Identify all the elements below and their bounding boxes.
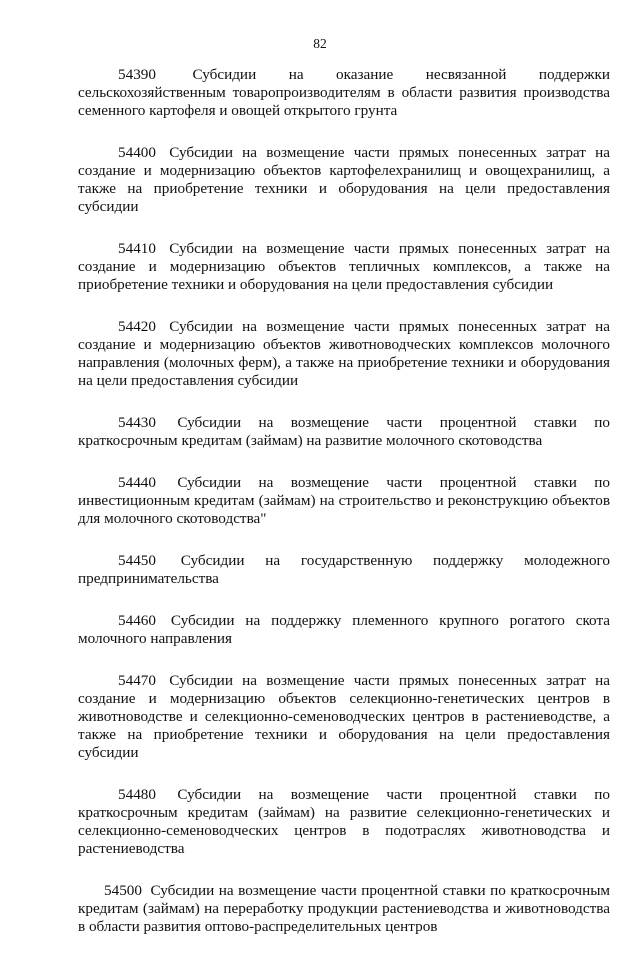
budget-code-description: Субсидии на возмещение части прямых понесенных затрат на создание и модернизацию объектов тепличных комплексов, а также на приобретение техники и оборудования на цели предоставления субсидии [78, 240, 611, 293]
budget-code-description: Субсидии на оказание несвязанной поддержки сельскохозяйственным товаропроизводителям в области развития производства семенного картофеля и овощей открытого грунта [78, 66, 611, 119]
budget-code: 54460 [118, 612, 156, 629]
budget-code-description: Субсидии на возмещение части прямых понесенных затрат на создание и модернизацию объектов животноводческих комплексов молочного направления (молочных ферм), а также на приобретение техники и оборудования на цели предоставления субсидии [78, 318, 611, 389]
page-number: 82 [313, 36, 327, 51]
budget-code-description: Субсидии на возмещение части прямых понесенных затрат на создание и модернизацию объектов селекционно-генетических центров в животноводстве и селекционно-семеноводческих центров в растениеводстве, а также на приобретение техники и оборудования на цели предоставления субсидии [78, 672, 611, 761]
document-body [78, 66, 610, 960]
budget-code: 54430 [118, 414, 156, 431]
budget-code-entry [78, 144, 610, 216]
budget-code-entry [78, 552, 610, 588]
budget-code-entry [78, 240, 610, 294]
budget-code-entry [78, 882, 610, 936]
budget-code-description: Субсидии на возмещение части процентной ставки по инвестиционным кредитам (займам) на строительство и реконструкцию объектов для молочного скотоводства" [78, 474, 610, 527]
budget-code-entry [78, 474, 610, 528]
budget-code: 54410 [118, 240, 156, 257]
budget-code: 54400 [118, 144, 156, 161]
budget-code: 54470 [118, 672, 156, 689]
budget-code: 54440 [118, 474, 156, 491]
budget-code-entry [78, 318, 610, 390]
budget-code: 54390 [118, 66, 156, 83]
budget-code-entry [78, 414, 610, 450]
budget-code-description: Субсидии на государственную поддержку молодежного предпринимательства [78, 552, 610, 587]
budget-code-entry [78, 66, 610, 120]
budget-code-description: Субсидии на возмещение части процентной ставки по краткосрочным кредитам (займам) на развитие селекционно-генетических и селекционно-семеноводческих центров в подотраслях животноводства и растениеводства [78, 786, 610, 857]
budget-code-entry [78, 672, 610, 762]
budget-code-description: Субсидии на возмещение части процентной ставки по краткосрочным кредитам (займам) на развитие молочного скотоводства [78, 414, 610, 449]
budget-code-description: Субсидии на возмещение части прямых понесенных затрат на создание и модернизацию объектов картофелехранилищ и овощехранилищ, а также на приобретение техники и оборудования на цели предоставления субсидии [78, 144, 611, 215]
budget-code-description: Субсидии на возмещение части процентной ставки по краткосрочным кредитам (займам) на переработку продукции растениеводства и животноводства в области развития оптово-распределительных центров [78, 882, 611, 935]
budget-code-description: Субсидии на поддержку племенного крупного рогатого скота молочного направления [78, 612, 611, 647]
budget-code: 54450 [118, 552, 156, 569]
budget-code: 54480 [118, 786, 156, 803]
budget-code-entry [78, 612, 610, 648]
budget-code-entry [78, 786, 610, 858]
budget-code: 54420 [118, 318, 156, 335]
budget-code: 54500 [104, 882, 142, 899]
